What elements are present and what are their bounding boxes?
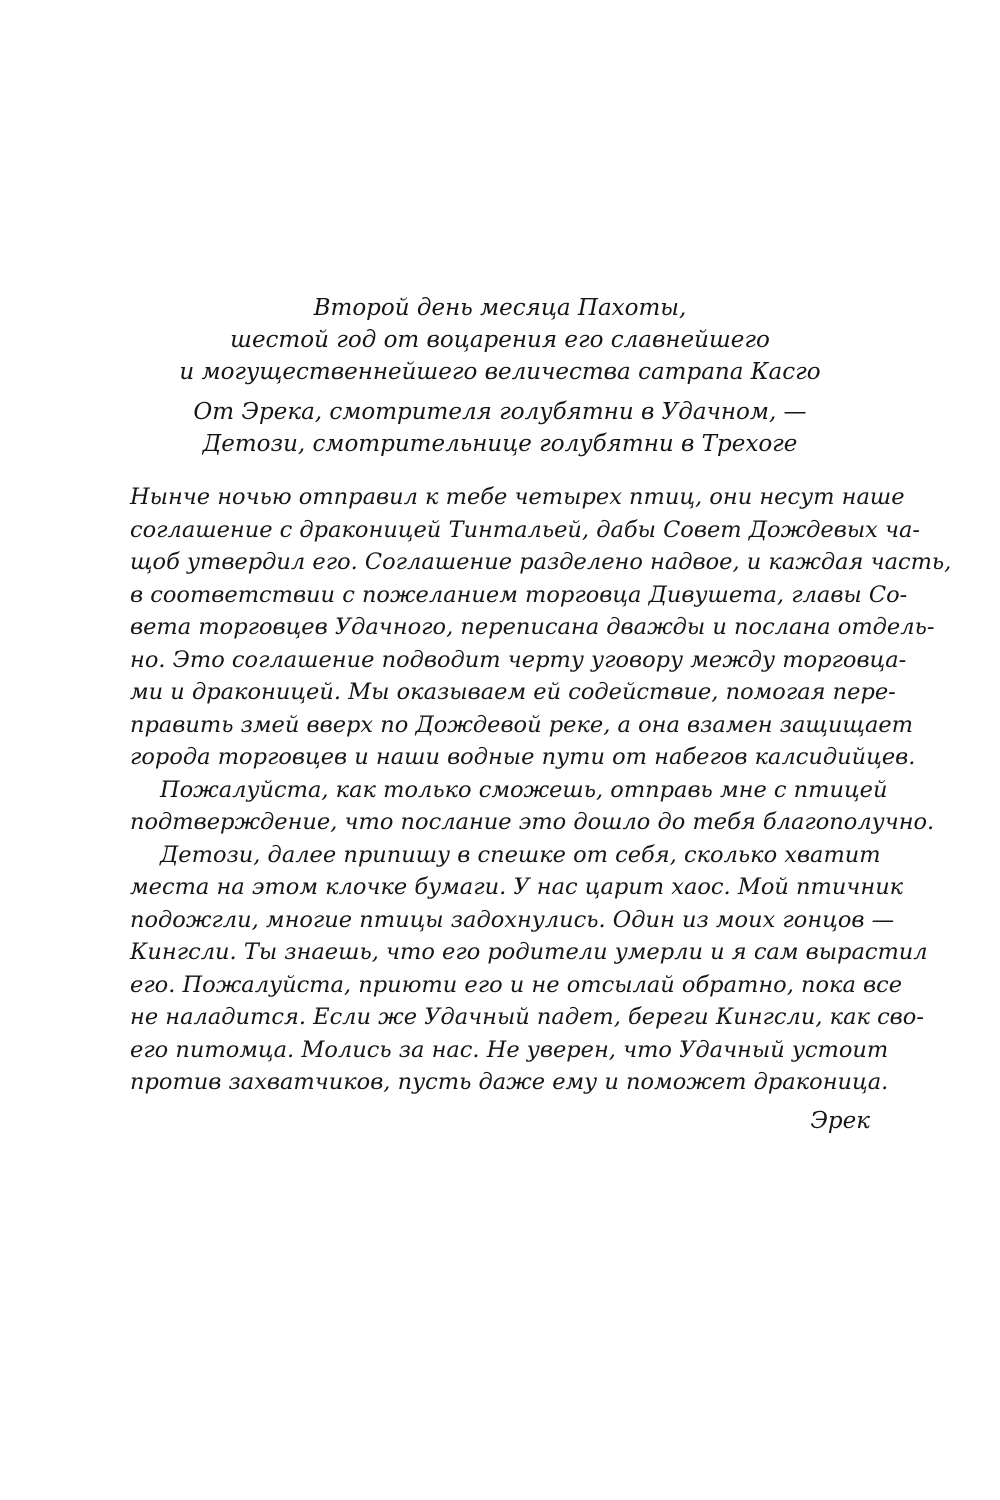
body-line: не наладится. Если же Удачный падет, береги Кингсли, как сво- [130, 1004, 924, 1030]
body-line: соглашение с драконицей Тинтальей, дабы Совет Дождевых ча- [130, 516, 921, 543]
address-line: От Эрека, смотрителя голубятни в Удачном, — [193, 399, 807, 425]
date-line: шестой год от воцарения его славнейшего [230, 327, 770, 353]
body-line: править змей вверх по Дождевой реке, а она взамен защищает [130, 711, 914, 738]
letter-body [130, 481, 952, 1099]
address-line: Детози, смотрительнице голубятни в Трехоге [202, 431, 798, 457]
date-line: и могущественнейшего величества сатрапа Касго [179, 359, 821, 385]
body-line: его. Пожалуйста, приюти его и не отсылай обратно, пока все [130, 971, 903, 998]
body-line: вета торговцев Удачного, переписана дважды и послана отдель- [130, 614, 935, 640]
date-line: Второй день месяца Пахоты, [313, 295, 687, 321]
body-line: ми и драконицей. Мы оказываем ей содействие, помогая пере- [130, 679, 896, 705]
body-line: его питомца. Молись за нас. Не уверен, что Удачный устоит [130, 1036, 889, 1063]
body-line: щоб утвердил его. Соглашение разделено надвое, и каждая часть, [130, 549, 952, 575]
body-line: против захватчиков, пусть даже ему и поможет драконица. [130, 1069, 889, 1095]
body-line: Нынче ночью отправил к тебе четырех птиц, они несут наше [130, 484, 905, 510]
body-line: но. Это соглашение подводит черту уговору между торговца- [130, 646, 907, 673]
body-line: места на этом клочке бумаги. У нас царит хаос. Мой птичник [130, 874, 904, 900]
signature: Эрек [810, 1108, 870, 1134]
body-line: Пожалуйста, как только сможешь, отправь мне с птицей [160, 776, 888, 803]
body-line: города торговцев и наши водные пути от набегов калсидийцев. [130, 744, 916, 770]
body-line: Детози, далее припишу в спешке от себя, сколько хватит [160, 841, 881, 868]
body-line: подожгли, многие птицы задохнулись. Один из моих гонцов — [130, 906, 895, 933]
body-line: подтверждение, что послание это дошло до тебя благополучно. [130, 809, 935, 835]
body-line: Кингсли. Ты знаешь, что его родители умерли и я сам вырастил [130, 939, 928, 965]
body-line: в соответствии с пожеланием торговца Дивушета, главы Со- [130, 581, 908, 608]
letter-header [130, 292, 870, 460]
